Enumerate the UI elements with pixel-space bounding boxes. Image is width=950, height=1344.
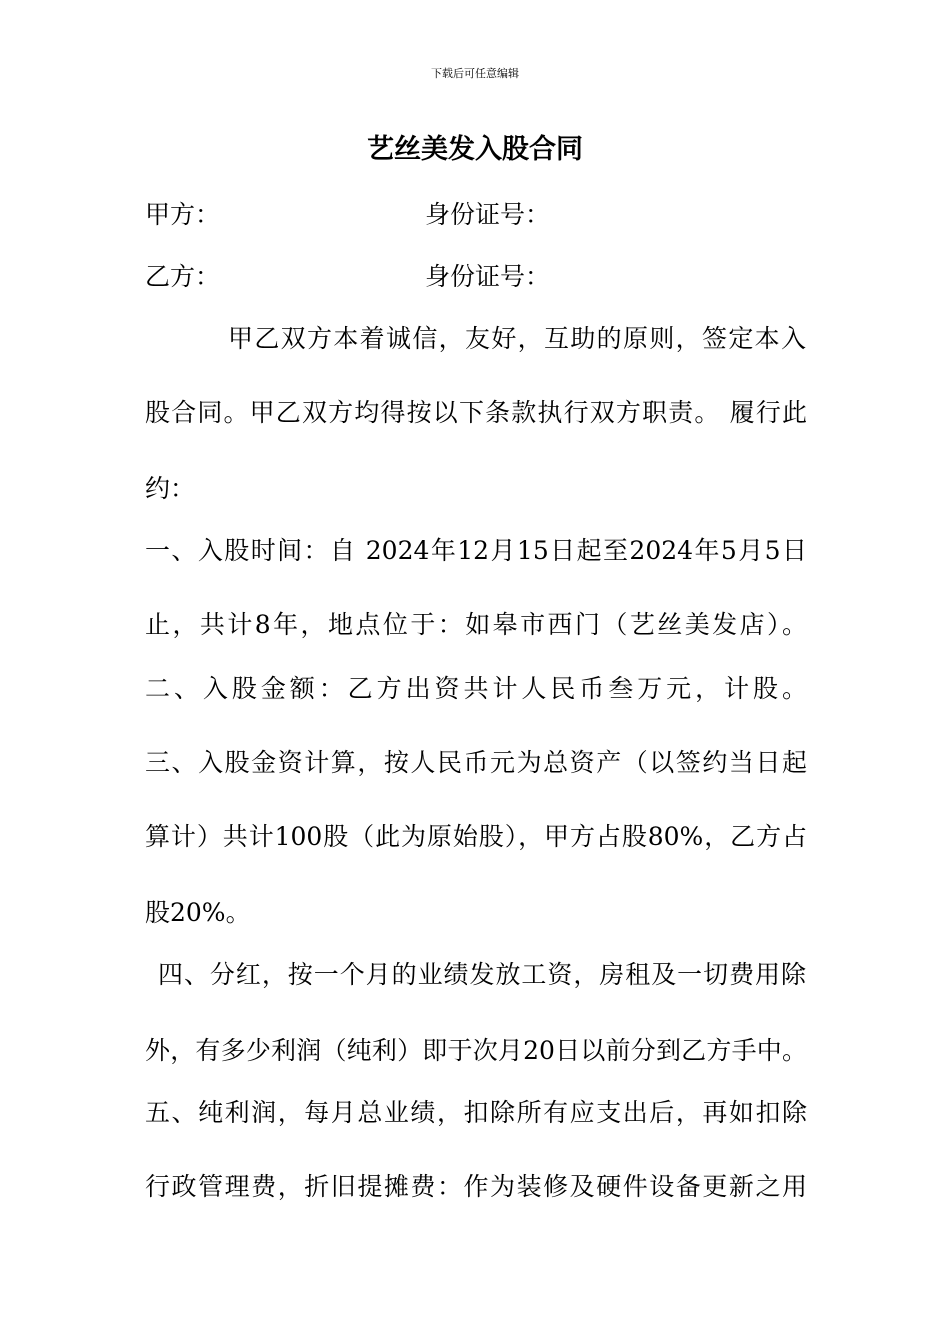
clause-1-line: 一、入股时间：自 2024年12月15日起至2024年5月5日	[145, 536, 807, 565]
party-b-id-label: 身份证号：	[425, 262, 551, 291]
clause-3-line: 三、入股金资计算，按人民币元为总资产（以签约当日起	[145, 748, 807, 777]
header-note: 下载后可任意编辑	[431, 67, 519, 80]
clause-4-line: 外，有多少利润（纯利）即于次月20日以前分到乙方手中。	[145, 1036, 807, 1065]
body-line: 股合同。甲乙双方均得按以下条款执行双方职责。 履行此	[145, 398, 807, 427]
party-a-id-label: 身份证号：	[425, 200, 551, 229]
clause-4-line: 四、分红，按一个月的业绩发放工资，房租及一切费用除	[158, 960, 806, 989]
document-title: 艺丝美发入股合同	[367, 134, 583, 165]
clause-3-line: 算计）共计100股（此为原始股），甲方占股80%，乙方占	[145, 822, 807, 851]
body-line: 约：	[145, 474, 196, 503]
body-line: 甲乙双方本着诚信，友好，互助的原则，签定本入	[228, 324, 806, 353]
clause-1-line: 止，共计8年，地点位于：如皋市西门（艺丝美发店）。	[145, 610, 807, 639]
clause-2-line: 二、入股金额：乙方出资共计人民币叁万元，计股。	[145, 674, 807, 703]
clause-3-line: 股20%。	[145, 898, 251, 927]
party-b-label: 乙方：	[145, 262, 221, 291]
party-a-label: 甲方：	[145, 200, 221, 229]
clause-5-line: 行政管理费，折旧提摊费：作为装修及硬件设备更新之用	[145, 1172, 807, 1201]
clause-5-line: 五、纯利润，每月总业绩，扣除所有应支出后，再如扣除	[145, 1098, 807, 1127]
